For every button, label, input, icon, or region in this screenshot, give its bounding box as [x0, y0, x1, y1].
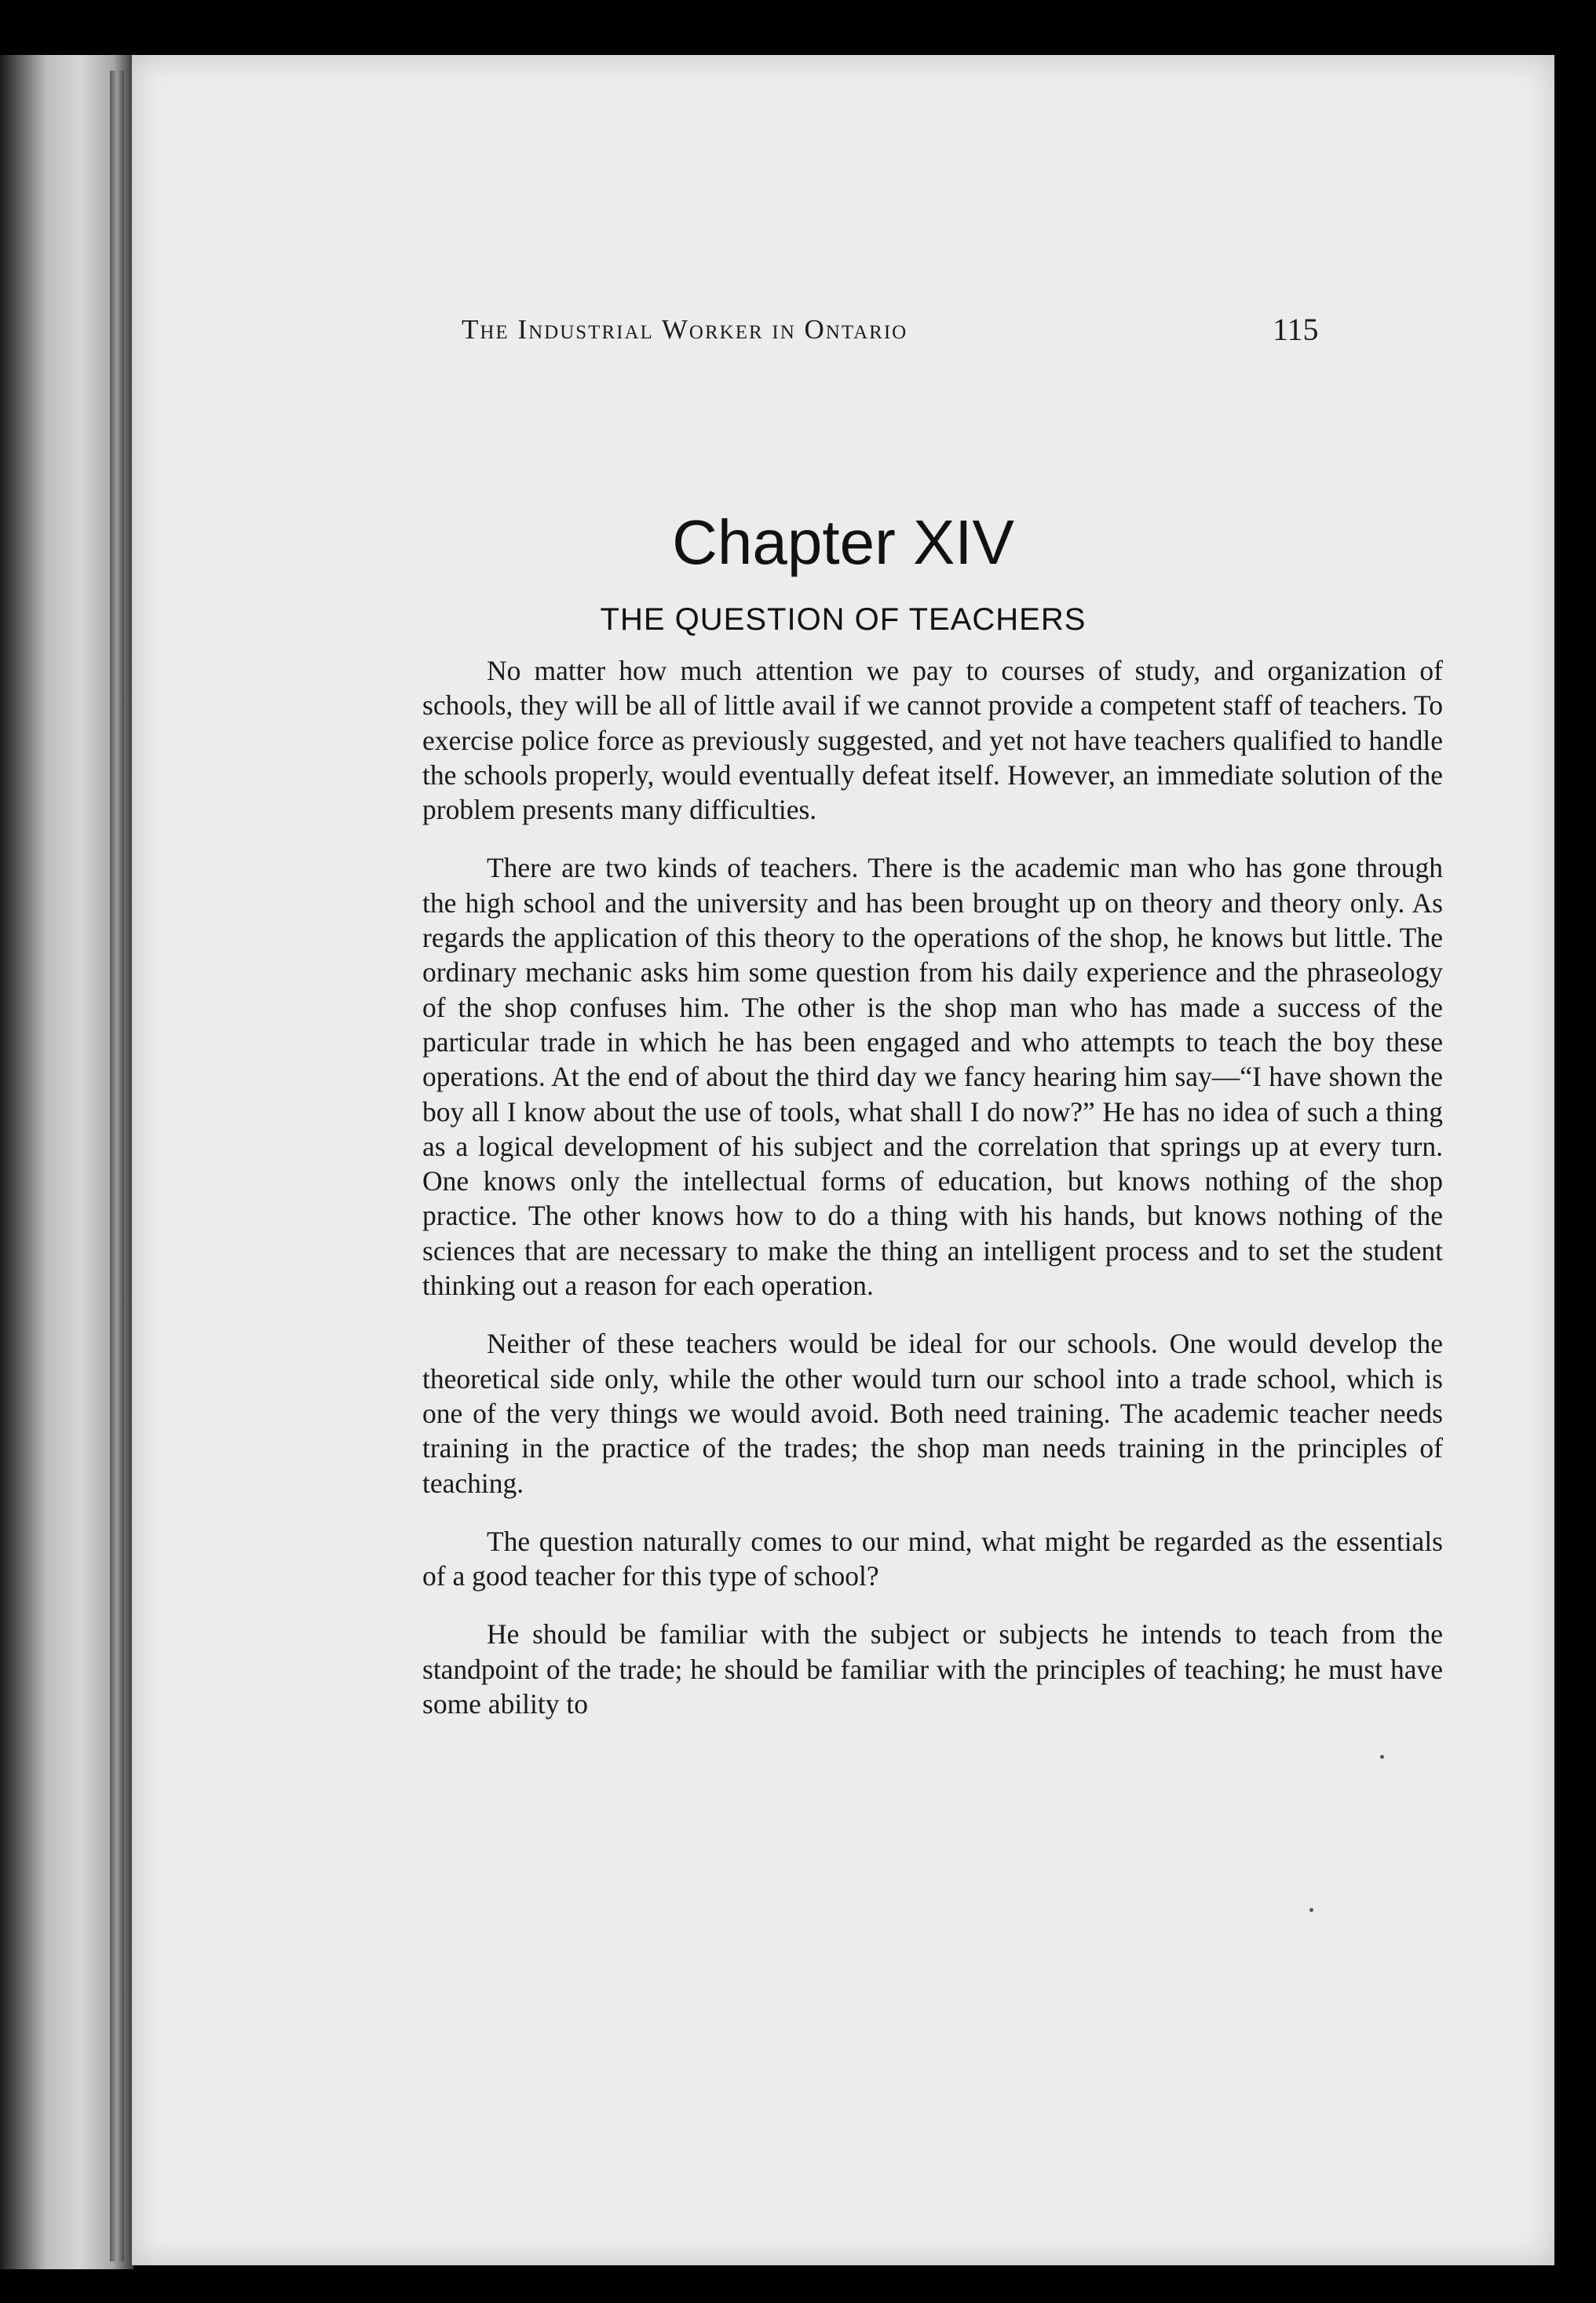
paragraph: There are two kinds of teachers. There is the academic man who has gone through the high school and the university and has been brought up on theory and theory only. As regards the application of this theory to the operations of the shop, he knows but little. The ordinary mechanic asks him some question from his daily experience and the phraseology of the shop confuses him. The other is the shop man who has made a success of the particular trade in which he has been engaged and who attempts to teach the boy these operations. At the end of about the third day we fancy hearing him say—“I have shown the boy all I know about the use of tools, what shall I do now?” He has no idea of such a thing as a logical development of his subject and the correlation that springs up at every turn. One knows only the intellectual forms of education, but knows nothing of the shop practice. The other knows how to do a thing with his hands, but knows nothing of the sciences that are necessary to make the thing an intelligent process and to set the student thinking out a reason for each operation. — [422, 852, 1443, 1302]
chapter-title: Chapter XIV — [672, 507, 1014, 577]
paragraph: The question naturally comes to our mind, what might be regarded as the essentials of a good teacher for this type of school? — [422, 1525, 1443, 1592]
scan-speck — [1380, 1755, 1384, 1759]
body-text — [422, 653, 1443, 1745]
book-gutter — [110, 71, 124, 2261]
paragraph: Neither of these teachers would be ideal for our schools. One would develop the theoretical side only, while the other would turn our school into a trade school, which is one of the very things we would avoid. Both need training. The academic teacher needs training in the practice of the trades; the shop man needs training in the principles of teaching. — [422, 1328, 1443, 1499]
page-number: 115 — [1273, 312, 1319, 347]
chapter-subtitle: THE QUESTION OF TEACHERS — [600, 602, 1087, 637]
paragraph: He should be familiar with the subject or subjects he intends to teach from the standpoint of the trade; he should be familiar with the principles of teaching; he must have some ability to — [422, 1618, 1443, 1720]
scan-speck — [1309, 1908, 1313, 1912]
paragraph: No matter how much attention we pay to courses of study, and organization of schools, they will be all of little avail if we cannot provide a competent staff of teachers. To exercise police force as previously suggested, and yet not have teachers qualified to handle the schools properly, would eventually defeat itself. However, an immediate solution of the problem presents many difficulties. — [422, 655, 1443, 826]
book-page — [132, 55, 1554, 2265]
running-head — [132, 314, 1554, 361]
running-head-title: The Industrial Worker in Ontario — [462, 314, 908, 345]
